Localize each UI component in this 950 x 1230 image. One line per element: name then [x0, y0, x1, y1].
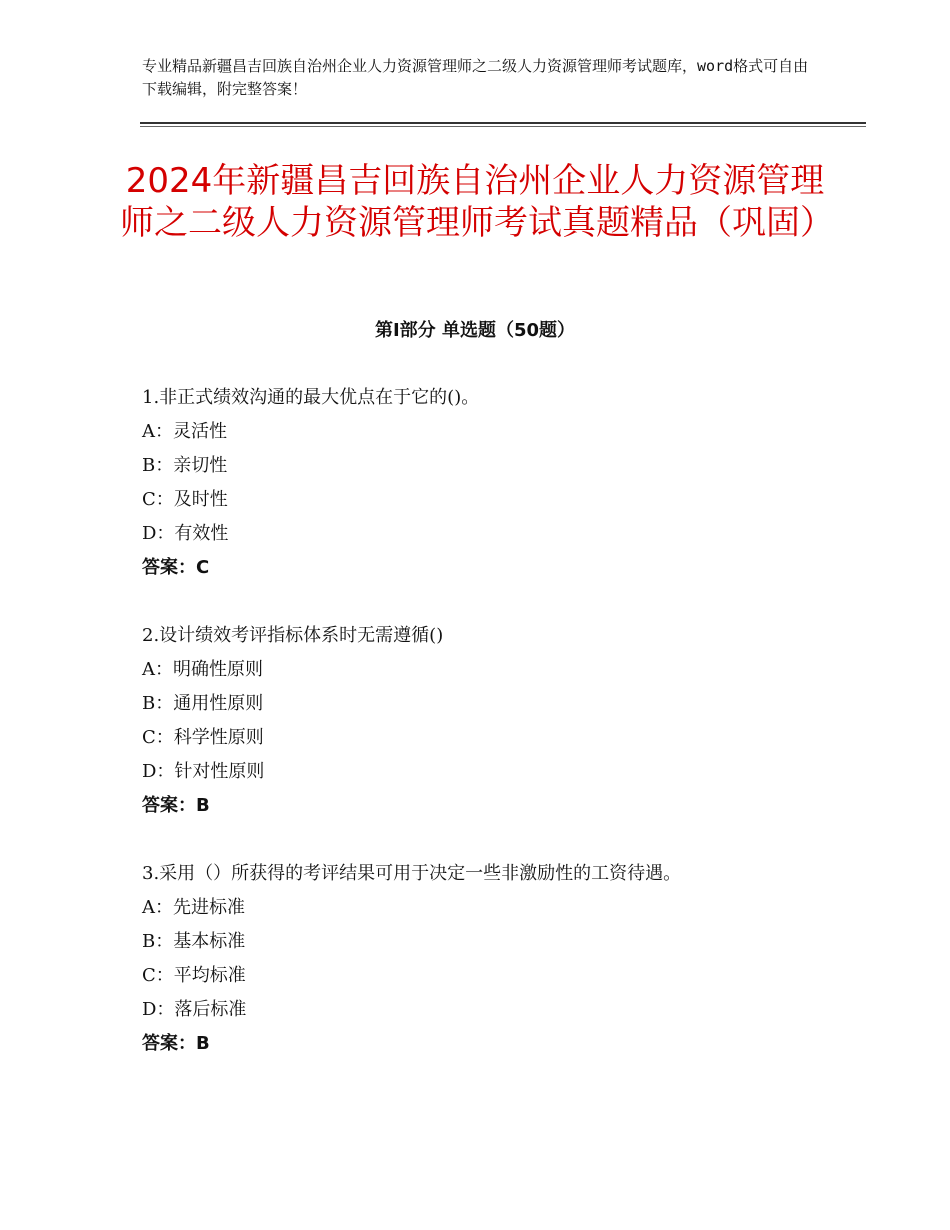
question-text: 1.非正式绩效沟通的最大优点在于它的()。	[142, 387, 480, 408]
option-c: C：科学性原则	[142, 727, 264, 748]
option-b: B：基本标准	[142, 931, 246, 952]
question-block	[142, 381, 842, 585]
option-d: D：落后标准	[142, 999, 247, 1020]
option-a: A：灵活性	[142, 421, 227, 442]
question-block	[142, 619, 842, 823]
option-b: B：通用性原则	[142, 693, 264, 714]
option-d: D：有效性	[142, 523, 229, 544]
question-block	[142, 857, 842, 1061]
header-divider	[140, 122, 866, 124]
option-a: A：明确性原则	[142, 659, 263, 680]
question-text: 3.采用（）所获得的考评结果可用于决定一些非激励性的工资待遇。	[142, 863, 682, 884]
section-title: 第Ⅰ部分 单选题（50题）	[374, 320, 575, 341]
document-title: 2024年新疆昌吉回族自治州企业人力资源管理师之二级人力资源管理师考试真题精品（巩固）	[120, 161, 834, 243]
question-text: 2.设计绩效考评指标体系时无需遵循()	[142, 625, 444, 646]
option-c: C：及时性	[142, 489, 228, 510]
answer-line: 答案：B	[142, 1033, 210, 1054]
option-a: A：先进标准	[142, 897, 245, 918]
answer-line: 答案：B	[142, 795, 210, 816]
option-c: C：平均标准	[142, 965, 246, 986]
answer-line: 答案：C	[142, 557, 210, 578]
header-divider-thin	[140, 126, 866, 127]
option-d: D：针对性原则	[142, 761, 265, 782]
header-note: 专业精品新疆昌吉回族自治州企业人力资源管理师之二级人力资源管理师考试题库，word格式可自由下载编辑，附完整答案！	[142, 57, 809, 98]
option-b: B：亲切性	[142, 455, 228, 476]
